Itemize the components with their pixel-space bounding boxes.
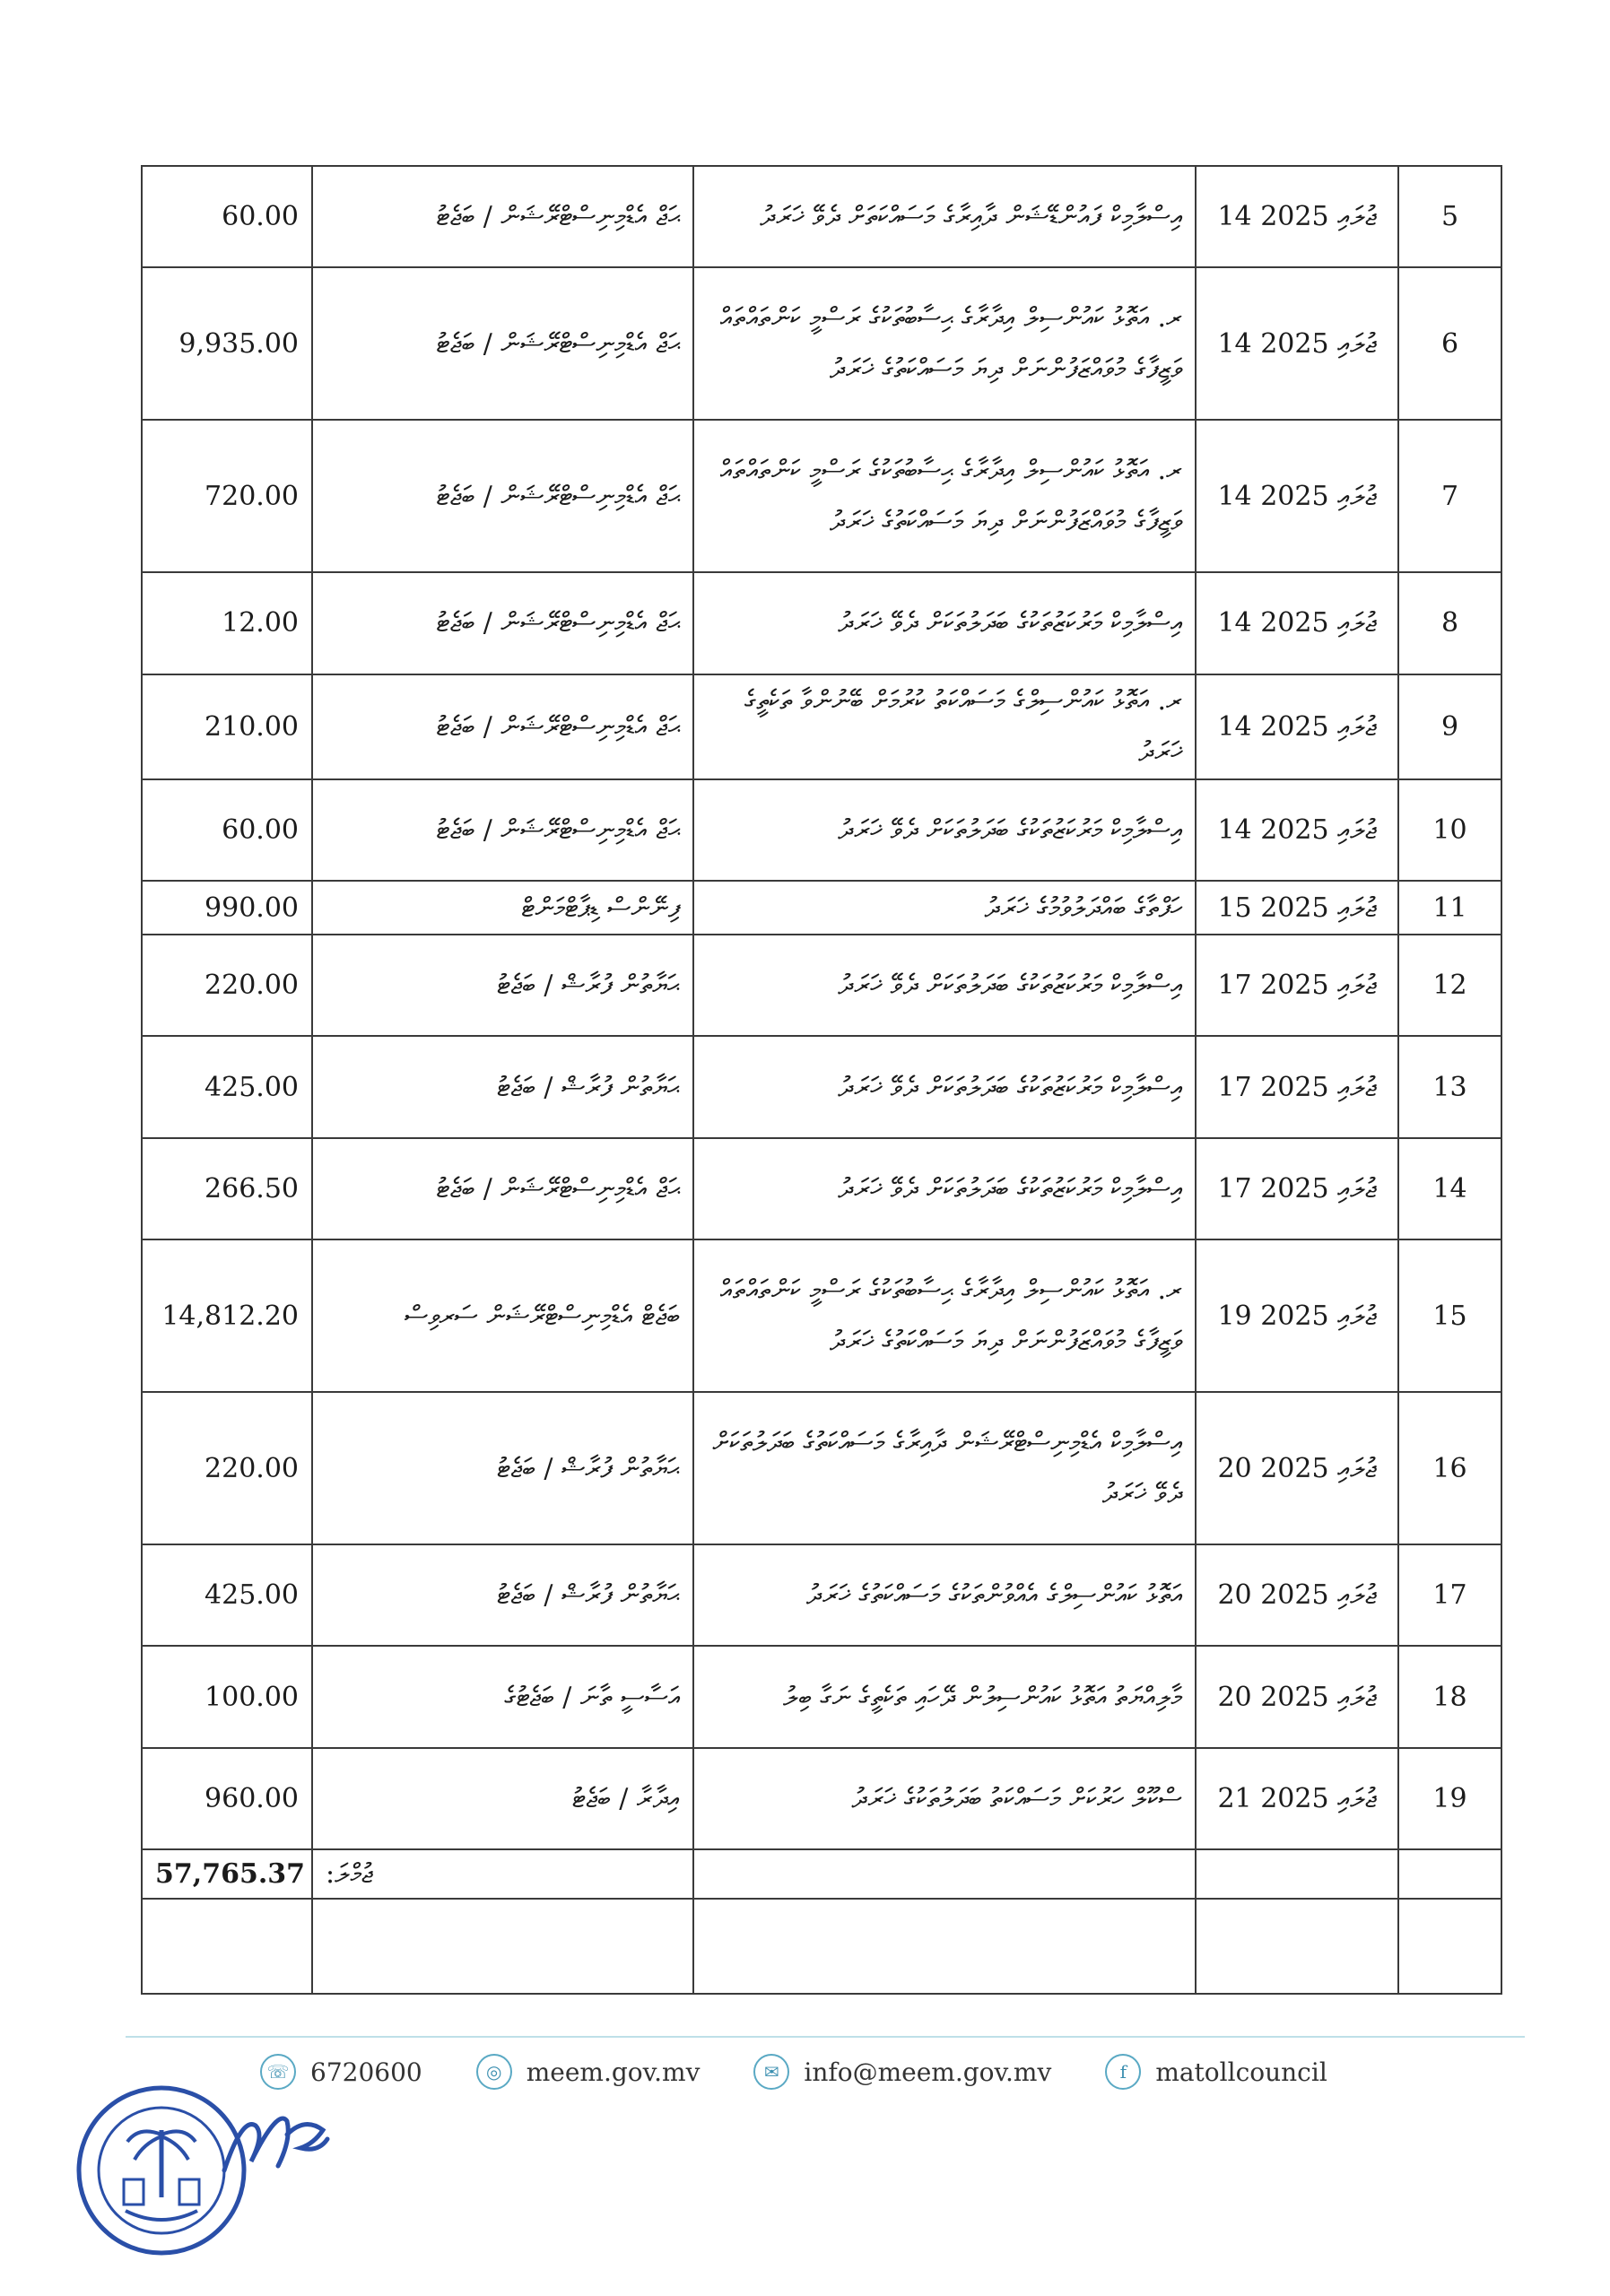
description-cell: ރ. އަތޮޅު ކައުންސިލް އިދާރާގެ ޙިސާބުތަކުގެ ރަސްމީ ކަންތައްތައް ވަޒީފާގެ މުވައްޒަފުންނަށް ދިޔަ މަސައްކަތުގެ ޚަރަދު bbox=[693, 420, 1196, 572]
phone-icon: ☏ bbox=[260, 2054, 296, 2090]
date-cell: 14 ޖުލައި 2025 bbox=[1196, 572, 1398, 674]
table-row bbox=[142, 881, 1501, 935]
date-cell: 14 ޖުލައި 2025 bbox=[1196, 166, 1398, 267]
table-row bbox=[142, 1646, 1501, 1747]
description-cell: ހަފްތާގެ ބައްދަލުވުމުގެ ޚަރަދު bbox=[693, 881, 1196, 935]
table-row bbox=[142, 1036, 1501, 1137]
table-row bbox=[142, 779, 1501, 881]
total-amount: 57,765.37 bbox=[142, 1849, 312, 1899]
number-cell: 6 bbox=[1398, 267, 1501, 420]
footer-contacts bbox=[260, 2049, 1336, 2094]
phone-contact bbox=[260, 2054, 422, 2090]
number-cell: 16 bbox=[1398, 1392, 1501, 1544]
number-cell: 19 bbox=[1398, 1748, 1501, 1849]
amount-cell: 12.00 bbox=[142, 572, 312, 674]
amount-cell: 14,812.20 bbox=[142, 1239, 312, 1392]
department-cell: ޙަޖް އެޑްމިނިސްޓްރޭޝަން / ބަޖެޓު bbox=[312, 267, 693, 420]
number-cell: 8 bbox=[1398, 572, 1501, 674]
amount-cell: 60.00 bbox=[142, 779, 312, 881]
description-cell: އިސްލާމިކް މަރުކަޒުތަކުގެ ބަދަލުތަކަށް ދެވޭ ޚަރަދު bbox=[693, 779, 1196, 881]
facebook-icon: f bbox=[1105, 2054, 1141, 2090]
date-cell: 20 ޖުލައި 2025 bbox=[1196, 1544, 1398, 1646]
date-cell: 17 ޖުލައި 2025 bbox=[1196, 935, 1398, 1036]
department-cell: އިދާރާ / ބަޖެޓު bbox=[312, 1748, 693, 1849]
date-cell: 20 ޖުލައި 2025 bbox=[1196, 1646, 1398, 1747]
department-cell: ޙަޖް އެޑްމިނިސްޓްރޭޝަން / ބަޖެޓު bbox=[312, 674, 693, 779]
table-row bbox=[142, 674, 1501, 779]
number-cell: 9 bbox=[1398, 674, 1501, 779]
description-cell: ރ. އަތޮޅު ކައުންސިލްގެ މަސައްކަތު ކުރުމަށް ބޭނުންވާ ތަކެތީގެ ޚަރަދު bbox=[693, 674, 1196, 779]
empty-cell bbox=[312, 1899, 693, 1994]
empty-cell bbox=[1196, 1849, 1398, 1899]
signature-icon bbox=[215, 2099, 350, 2188]
expense-table bbox=[141, 165, 1502, 1995]
department-cell: ޙަޔާތުން ފުރާޝް / ބަޖެޓު bbox=[312, 1392, 693, 1544]
number-cell: 15 bbox=[1398, 1239, 1501, 1392]
description-cell: އިސްލާމިކް މަރުކަޒުތަކުގެ ބަދަލުތަކަށް ދެވޭ ޚަރަދު bbox=[693, 1138, 1196, 1239]
description-cell: މާލިއްޔަތު އަތޮޅު ކައުންސިލުން ދޭހައި ތަކެތީގެ ނަގާ ބިލު bbox=[693, 1646, 1196, 1747]
number-cell: 10 bbox=[1398, 779, 1501, 881]
amount-cell: 60.00 bbox=[142, 166, 312, 267]
description-cell: ރ. އަތޮޅު ކައުންސިލް އިދާރާގެ ޙިސާބުތަކުގެ ރަސްމީ ކަންތައްތައް ވަޒީފާގެ މުވައްޒަފުންނަށް ދިޔަ މަސައްކަތުގެ ޚަރަދު bbox=[693, 1239, 1196, 1392]
number-cell: 17 bbox=[1398, 1544, 1501, 1646]
description-cell: ރ. އަތޮޅު ކައުންސިލް އިދާރާގެ ޙިސާބުތަކުގެ ރަސްމީ ކަންތައްތައް ވަޒީފާގެ މުވައްޒަފުންނަށް ދިޔަ މަސައްކަތުގެ ޚަރަދު bbox=[693, 267, 1196, 420]
mail-icon: ✉ bbox=[753, 2054, 789, 2090]
email-link[interactable]: info@meem.gov.mv bbox=[804, 2057, 1052, 2087]
expense-table-body bbox=[142, 166, 1501, 1849]
table-row bbox=[142, 1392, 1501, 1544]
empty-cell bbox=[1398, 1899, 1501, 1994]
table-row bbox=[142, 1138, 1501, 1239]
number-cell: 5 bbox=[1398, 166, 1501, 267]
empty-cell bbox=[1196, 1899, 1398, 1994]
amount-cell: 425.00 bbox=[142, 1544, 312, 1646]
empty-cell bbox=[693, 1899, 1196, 1994]
date-cell: 14 ޖުލައި 2025 bbox=[1196, 420, 1398, 572]
table-row bbox=[142, 935, 1501, 1036]
table-row bbox=[142, 166, 1501, 267]
department-cell: ޙަޖް އެޑްމިނިސްޓްރޭޝަން / ބަޖެޓު bbox=[312, 1138, 693, 1239]
total-row bbox=[142, 1849, 1501, 1899]
number-cell: 13 bbox=[1398, 1036, 1501, 1137]
footer-divider bbox=[126, 2036, 1525, 2038]
table-row bbox=[142, 1544, 1501, 1646]
table-row bbox=[142, 1748, 1501, 1849]
department-cell: ޙަޖް އެޑްމިނިސްޓްރޭޝަން / ބަޖެޓު bbox=[312, 779, 693, 881]
department-cell: އަސާސީ ތާނަ / ބަޖެޓުގެ bbox=[312, 1646, 693, 1747]
amount-cell: 960.00 bbox=[142, 1748, 312, 1849]
date-cell: 17 ޖުލައި 2025 bbox=[1196, 1138, 1398, 1239]
description-cell: އިސްލާމިކް މަރުކަޒުތަކުގެ ބަދަލުތަކަށް ދެވޭ ޚަރަދު bbox=[693, 1036, 1196, 1137]
department-cell: ފިނޭންސް ޑިޕާޓްމަންޓް bbox=[312, 881, 693, 935]
table-row bbox=[142, 267, 1501, 420]
phone-number: 6720600 bbox=[310, 2057, 422, 2087]
empty-cell bbox=[142, 1899, 312, 1994]
amount-cell: 220.00 bbox=[142, 935, 312, 1036]
amount-cell: 425.00 bbox=[142, 1036, 312, 1137]
table-row bbox=[142, 572, 1501, 674]
facebook-contact[interactable] bbox=[1105, 2054, 1327, 2090]
blank-row bbox=[142, 1899, 1501, 1994]
description-cell: ސްކޫލް ހަރުކަށް މަސައްކަތު ބަދަލުތަކުގެ ޚަރަދު bbox=[693, 1748, 1196, 1849]
email-contact[interactable] bbox=[753, 2054, 1051, 2090]
empty-cell bbox=[693, 1849, 1196, 1899]
number-cell: 7 bbox=[1398, 420, 1501, 572]
description-cell: އަތޮޅު ކައުންސިލްގެ އެއްވުންތަކުގެ މަސައްކަތުގެ ޚަރަދު bbox=[693, 1544, 1196, 1646]
department-cell: ޙަޔާތުން ފުރާޝް / ބަޖެޓު bbox=[312, 1544, 693, 1646]
date-cell: 21 ޖުލައި 2025 bbox=[1196, 1748, 1398, 1849]
total-label: ޖުމްލަ: bbox=[312, 1849, 693, 1899]
amount-cell: 210.00 bbox=[142, 674, 312, 779]
department-cell: ޙަޖް އެޑްމިނިސްޓްރޭޝަން / ބަޖެޓު bbox=[312, 166, 693, 267]
amount-cell: 990.00 bbox=[142, 881, 312, 935]
description-cell: އިސްލާމިކް މަރުކަޒުތަކުގެ ބަދަލުތަކަށް ދެވޭ ޚަރަދު bbox=[693, 935, 1196, 1036]
date-cell: 14 ޖުލައި 2025 bbox=[1196, 779, 1398, 881]
website-contact[interactable] bbox=[476, 2054, 701, 2090]
number-cell: 14 bbox=[1398, 1138, 1501, 1239]
website-link[interactable]: meem.gov.mv bbox=[526, 2057, 701, 2087]
date-cell: 19 ޖުލައި 2025 bbox=[1196, 1239, 1398, 1392]
department-cell: ޙަޖް އެޑްމިނިސްޓްރޭޝަން / ބަޖެޓު bbox=[312, 572, 693, 674]
number-cell: 11 bbox=[1398, 881, 1501, 935]
department-cell: ބަޖެޓް އެޑްމިނިސްޓްރޭޝަން ސަރވިސް bbox=[312, 1239, 693, 1392]
globe-icon: ◎ bbox=[476, 2054, 512, 2090]
amount-cell: 9,935.00 bbox=[142, 267, 312, 420]
date-cell: 15 ޖުލައި 2025 bbox=[1196, 881, 1398, 935]
amount-cell: 100.00 bbox=[142, 1646, 312, 1747]
description-cell: އިސްލާމިކް މަރުކަޒުތަކުގެ ބަދަލުތަކަށް ދެވޭ ޚަރަދު bbox=[693, 572, 1196, 674]
date-cell: 20 ޖުލައި 2025 bbox=[1196, 1392, 1398, 1544]
department-cell: ޙަޖް އެޑްމިނިސްޓްރޭޝަން / ބަޖެޓު bbox=[312, 420, 693, 572]
department-cell: ޙަޔާތުން ފުރާޝް / ބަޖެޓު bbox=[312, 1036, 693, 1137]
amount-cell: 720.00 bbox=[142, 420, 312, 572]
date-cell: 17 ޖުލައި 2025 bbox=[1196, 1036, 1398, 1137]
number-cell: 12 bbox=[1398, 935, 1501, 1036]
date-cell: 14 ޖުލައި 2025 bbox=[1196, 267, 1398, 420]
number-cell: 18 bbox=[1398, 1646, 1501, 1747]
table-row bbox=[142, 1239, 1501, 1392]
empty-cell bbox=[1398, 1849, 1501, 1899]
description-cell: އިސްލާމިކް އެޑްމިނިސްޓްރޭޝަން ދާއިރާގެ މަސައްކަތުގެ ބަދަލުތަކަށް ދެވޭ ޚަރަދު bbox=[693, 1392, 1196, 1544]
amount-cell: 266.50 bbox=[142, 1138, 312, 1239]
department-cell: ޙަޔާތުން ފުރާޝް / ބަޖެޓު bbox=[312, 935, 693, 1036]
date-cell: 14 ޖުލައި 2025 bbox=[1196, 674, 1398, 779]
facebook-link[interactable]: matollcouncil bbox=[1155, 2057, 1327, 2087]
table-row bbox=[142, 420, 1501, 572]
amount-cell: 220.00 bbox=[142, 1392, 312, 1544]
description-cell: އިސްލާމިކް ފައުންޑޭޝަން ދާއިރާގެ މަސައްކަތަށް ދެވޭ ޚަރަދު bbox=[693, 166, 1196, 267]
